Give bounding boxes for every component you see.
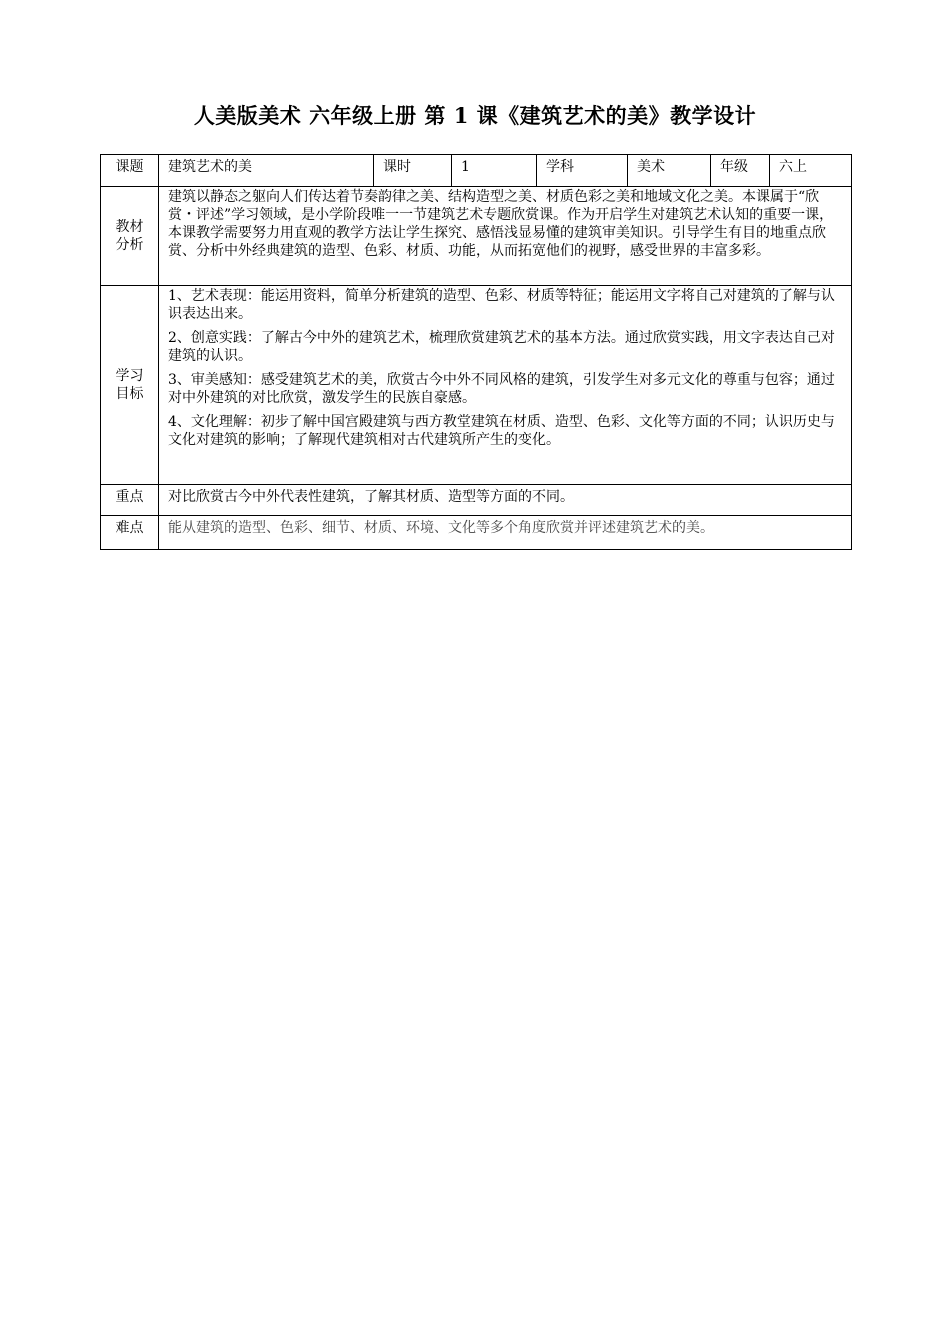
- analysis-label-line1: 教材: [115, 219, 144, 235]
- hours-value: 1: [452, 155, 537, 187]
- subject-value: 美术: [628, 155, 711, 187]
- difficulty-text: 能从建筑的造型、色彩、细节、材质、环境、文化等多个角度欣赏并评述建筑艺术的美。: [159, 516, 852, 550]
- goals-label: [101, 286, 159, 485]
- lesson-plan-table: [100, 154, 852, 550]
- goal-item-4: 4、文化理解：初步了解中国宫殿建筑与西方教堂建筑在材质、造型、色彩、文化等方面的不同；认识历史与文化对建筑的影响；了解现代建筑相对古代建筑所产生的变化。: [168, 414, 835, 448]
- goals-label-line1: 学习: [115, 368, 144, 384]
- key-point-row: [101, 485, 852, 516]
- topic-value: 建筑艺术的美: [159, 155, 374, 187]
- goals-row: [101, 286, 852, 485]
- document-title: 人美版美术 六年级上册 第 1 课《建筑艺术的美》教学设计: [193, 103, 757, 128]
- subject-label: 学科: [537, 155, 628, 187]
- difficulty-row: [101, 516, 852, 550]
- hours-label: 课时: [374, 155, 452, 187]
- analysis-text: 建筑以静态之躯向人们传达着节奏韵律之美、结构造型之美、材质色彩之美和地域文化之美。本课属于“欣赏・评述”学习领域，是小学阶段唯一一节建筑艺术专题欣赏课。作为开启学生对建筑艺术认知的重要一课，本课教学需要努力用直观的教学方法让学生探究、感悟浅显易懂的建筑审美知识。引导学生有目的地重点欣赏、分析中外经典建筑的造型、色彩、材质、功能，从而拓宽他们的视野，感受世界的丰富多彩。: [159, 187, 852, 286]
- goal-item-2: 2、创意实践：了解古今中外的建筑艺术，梳理欣赏建筑艺术的基本方法。通过欣赏实践，用文字表达自己对建筑的认识。: [168, 330, 835, 364]
- goal-item-3: 3、审美感知：感受建筑艺术的美，欣赏古今中外不同风格的建筑，引发学生对多元文化的尊重与包容；通过对中外建筑的对比欣赏，激发学生的民族自豪感。: [168, 372, 835, 406]
- grade-label: 年级: [711, 155, 770, 187]
- analysis-label: [101, 187, 159, 286]
- goals-label-line2: 目标: [115, 386, 144, 402]
- goal-item-1: 1、艺术表现：能运用资料，简单分析建筑的造型、色彩、材质等特征；能运用文字将自己对建筑的了解与认识表达出来。: [168, 288, 835, 322]
- topic-label: 课题: [101, 155, 159, 187]
- key-point-text: 对比欣赏古今中外代表性建筑，了解其材质、造型等方面的不同。: [159, 485, 852, 516]
- analysis-row: [101, 187, 852, 286]
- grade-value: 六上: [770, 155, 852, 187]
- key-point-label: 重点: [101, 485, 159, 516]
- header-row: [101, 155, 852, 187]
- analysis-label-line2: 分析: [115, 237, 144, 253]
- goals-list: [159, 286, 852, 485]
- difficulty-label: 难点: [101, 516, 159, 550]
